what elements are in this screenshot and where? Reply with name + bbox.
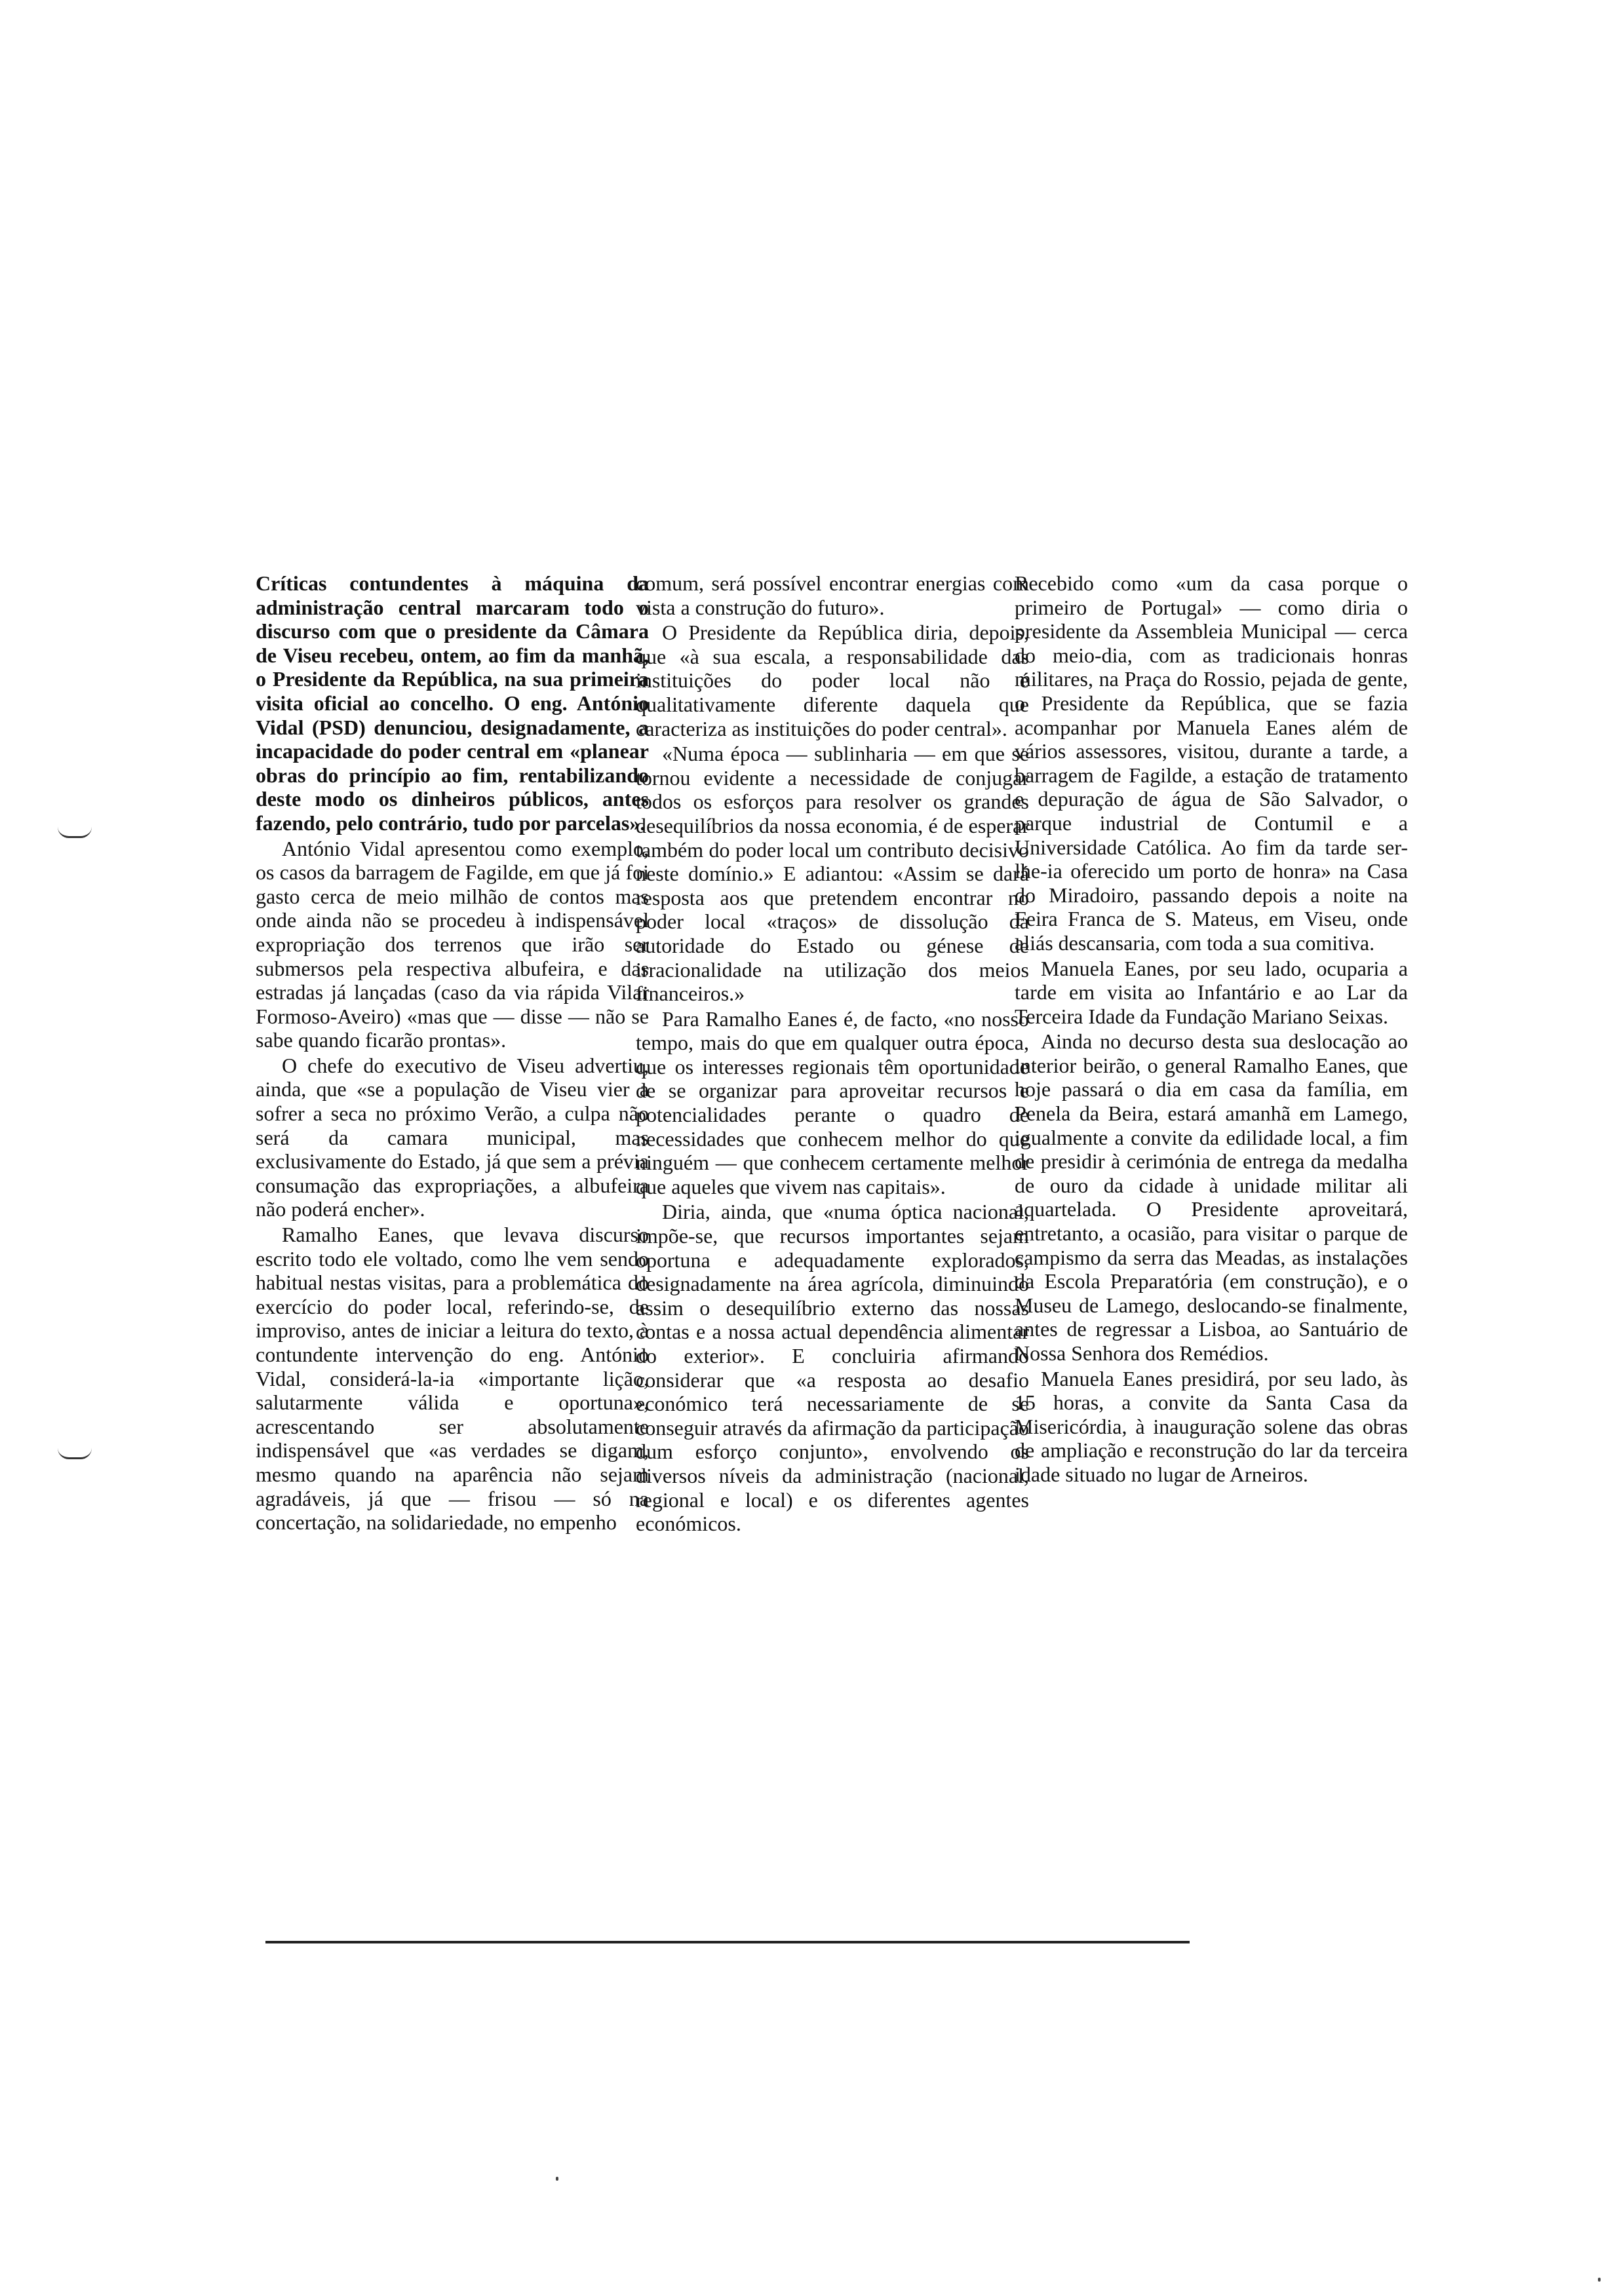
paragraph: Ainda no decurso desta sua deslocação ao interior beirão, o general Ramalho Eanes, que hoje passará o dia em casa da família, em Penela da Beira, estará amanhã em Lamego, igualmente a convite da edilidade local, a fim de presidir à cerimónia de entrega da medalha de ouro da cidade à unidade militar ali aquartelada. O Presidente aproveitará, entretanto, a ocasião, para visitar o parque de campismo da serra das Meadas, as instalações da Escola Preparatória (em construção), e o Museu de Lamego, deslocando-se finalmente, antes de regressar a Lisboa, ao Santuário de Nossa Senhora dos Remédios. [1015,1029,1408,1365]
column-3 [1015,571,1408,1487]
scan-speck [1598,2278,1601,2282]
scan-speck [556,2177,558,2181]
paragraph: Manuela Eanes, por seu lado, ocuparia a tarde em visita ao Infantário e ao Lar da Terceira Idade da Fundação Mariano Seixas. [1015,956,1408,1028]
column-2 [636,571,1029,1536]
paragraph: António Vidal apresentou como exemplo, os casos da barragem de Fagilde, em que já foi gasto cerca de meio milhão de contos mas onde ainda não se procedeu à indispensável expropriação dos terrenos que irão ser submersos pela respectiva albufeira, e das estradas já lançadas (caso da via rápida Vilar Formoso-Aveiro) «mas que — disse — não se sabe quando ficarão prontas». [256,836,649,1052]
paragraph: Para Ramalho Eanes é, de facto, «no nosso tempo, mais do que em qualquer outra época, que os interesses regionais têm oportunidade de se organizar para aproveitar recursos e potencialidades perante o quadro de necessidades que conhecem melhor do que ninguém — que conhecem certamente melhor que aqueles que vivem nas capitais». [636,1006,1029,1198]
binder-mark-top [58,827,92,838]
paragraph: Diria, ainda, que «numa óptica nacional, impõe-se, que recursos importantes sejam oportuna e adequadamente explorados, designadamente na área agrícola, diminuindo assim o desequilíbrio externo das nossas contas e a nossa actual dependência alimentar do exterior». E concluiria afirmando considerar que «a resposta ao desafio económico terá necessariamente de se conseguir através da afirmação da participação dum esforço conjunto», envolvendo os diversos níveis da administração (nacional, regional e local) e os diferentes agentes económicos. [636,1200,1029,1536]
column-1 [256,571,649,1535]
binder-mark-bottom [58,1448,92,1459]
paragraph: O Presidente da República diria, depois, que «à sua escala, a responsabilidade das instituições do poder local não é qualitativamente diferente daquela que caracteriza as instituições do poder central». [636,621,1029,740]
lead-paragraph: Críticas contundentes à máquina da administração central marcaram todo o discurso com que o presidente da Câmara de Viseu recebeu, ontem, ao fim da manhã, o Presidente da República, na sua primeira visita oficial ao concelho. O eng. António Vidal (PSD) denunciou, designadamente, a incapacidade do poder central em «planear obras do princípio ao fim, rentabilizando deste modo os dinheiros públicos, antes fazendo, pelo contrário, tudo por parcelas». [256,571,649,835]
paragraph: O chefe do executivo de Viseu advertiu, ainda, que «se a população de Viseu vier a sofrer a seca no próximo Verão, a culpa não será da camara municipal, mas exclusivamente do Estado, já que sem a prévia consumação das expropriações, a albufeira não poderá encher». [256,1053,649,1221]
paragraph: comum, será possível encontrar energias com vista a construção do futuro». [636,571,1029,619]
paragraph: Ramalho Eanes, que levava discurso escrito todo ele voltado, como lhe vem sendo habitual nestas visitas, para a problemática do exercício do poder local, referindo-se, de improviso, antes de iniciar a leitura do texto, à contundente intervenção do eng. António Vidal, considerá-la-ia «importante lição, salutarmente válida e oportuna», acrescentando ser absolutamente indispensável que «as verdades se digam, mesmo quando na aparência não sejam agradáveis, já que — frisou — só na concertação, na solidariedade, no empenho [256,1223,649,1535]
paragraph: Recebido como «um da casa porque o primeiro de Portugal» — como diria o presidente da Assembleia Municipal — cerca do meio-dia, com as tradicionais honras militares, na Praça do Rossio, pejada de gente, o Presidente da República, que se fazia acompanhar por Manuela Eanes além de vários assessores, visitou, durante a tarde, a barragem de Fagilde, a estação de tratamento e depuração de água de São Salvador, o parque industrial de Contumil e a Universidade Católica. Ao fim da tarde ser-lhe-ia oferecido um porto de honra» na Casa do Miradoiro, passando depois a noite na Feira Franca de S. Mateus, em Viseu, onde aliás descansaria, com toda a sua comitiva. [1015,571,1408,955]
paragraph: «Numa época — sublinharia — em que se tornou evidente a necessidade de conjugar todos os esforços para resolver os grandes desequilíbrios da nossa economia, é de esperar também do poder local um contributo decisivo neste domínio.» E adiantou: «Assim se dará resposta aos que pretendem encontrar no poder local «traços» de dissolução da autoridade do Estado ou génese de irracionalidade na utilização dos meios financeiros.» [636,742,1029,1006]
closing-rule [265,1941,1190,1943]
paragraph: Manuela Eanes presidirá, por seu lado, às 15 horas, a convite da Santa Casa da Misericórdia, à inauguração solene das obras de ampliação e reconstrução do lar da terceira idade situado no lugar de Arneiros. [1015,1366,1408,1486]
